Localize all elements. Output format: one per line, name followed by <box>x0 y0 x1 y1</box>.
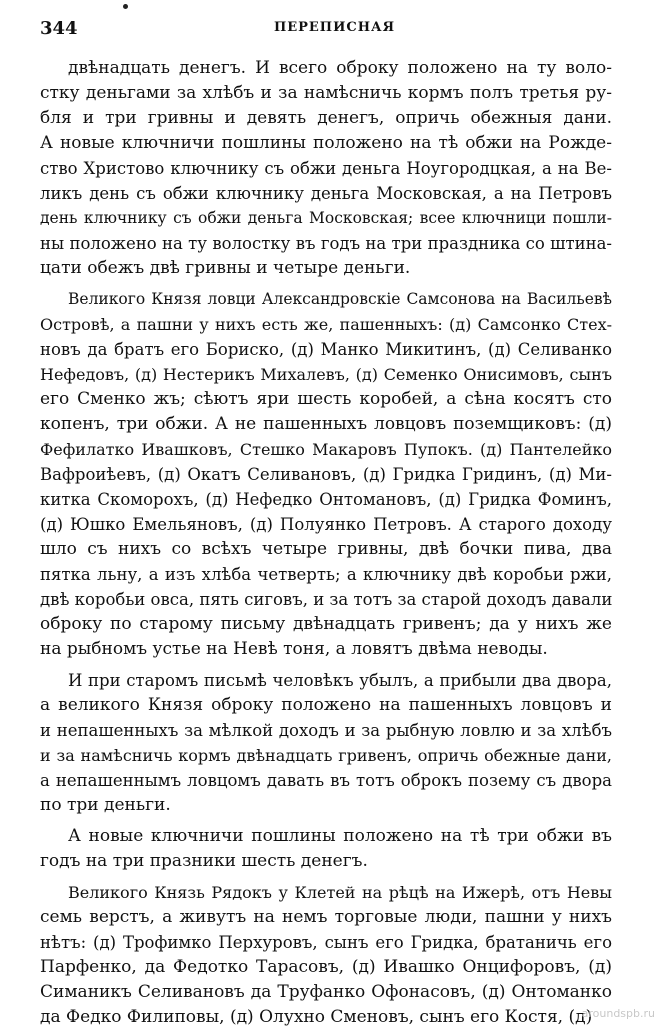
text-line: ликъ день съ обжи ключнику деньга Московская, а на Петровъ <box>40 184 612 203</box>
page-header <box>40 18 629 42</box>
text-line: на рыбномъ устье на Невѣ тоня, а ловятъ двѣма неводы. <box>40 639 548 659</box>
text-line: Островѣ, а пашни у нихъ есть же, пашенныхъ: (д) Самсонко Стех- <box>40 315 612 334</box>
text-line: Вафроиѣевъ, (д) Окатъ Селивановъ, (д) Гридка Гридинъ, (д) Ми- <box>40 465 612 484</box>
text-line: по три деньги. <box>40 795 171 815</box>
text-line: и за намѣсничь кормъ двѣнадцать гривенъ, опричь обежные дани, <box>40 746 612 765</box>
body-text <box>40 56 612 1030</box>
text-line: а великого Князя оброку положено на пашенныхъ ловцовъ и <box>40 695 612 715</box>
text-line: а непашеннымъ ловцомъ давать въ тотъ оброкъ позему съ двора <box>40 771 612 790</box>
ink-spot <box>123 4 128 9</box>
text-line: бля и три гривны и девять денегъ, опричь обежныя дани. <box>40 108 612 128</box>
text-line: семь верстъ, а живутъ на немъ торговые люди, пашни у нихъ <box>40 907 612 927</box>
text-line: Нефедовъ, (д) Нестерикъ Михалевъ, (д) Семенко Онисимовъ, сынъ <box>40 365 612 384</box>
text-line: цати обежъ двѣ гривны и четыре деньги. <box>40 258 411 278</box>
text-line: Парфенко, да Федотко Тарасовъ, (д) Ивашко Онцифоровъ, (д) <box>40 957 612 977</box>
text-line: двѣ коробьи овса, пять сиговъ, и за тотъ за старой доходъ давали <box>40 590 612 609</box>
text-line: Фефилатко Ивашковъ, Стешко Макаровъ Пупокъ. (д) Пантелейко <box>40 440 612 459</box>
text-line: ны положено на ту волостку въ годъ на три праздника со штина- <box>40 234 612 253</box>
text-line: ство Христово ключнику съ обжи деньга Ноугородцкая, а на Ве- <box>40 159 612 178</box>
text-line: И при старомъ письмѣ человѣкъ убылъ, а прибыли два двора, <box>68 671 612 690</box>
text-line: (д) Юшко Емельяновъ, (д) Полуянко Петровъ. А старого доходу <box>40 515 612 534</box>
text-line: стку деньгами за хлѣбъ и за намѣсничь кормъ полъ третья ру- <box>40 83 612 103</box>
paragraph <box>40 824 612 874</box>
text-line: А новые ключничи пошлины положено на тѣ обжи на Рожде- <box>40 133 612 153</box>
paragraph <box>40 287 612 662</box>
text-line: день ключнику съ обжи деньга Московская; всее ключници пошли- <box>40 209 612 227</box>
text-line: Симаникъ Селивановъ да Труфанко Офонасовъ, (д) Онтоманко <box>40 982 612 1002</box>
paragraph <box>40 668 612 818</box>
text-line: да Федко Филиповы, (д) Олухно Сменовъ, сынъ его Костя, (д) <box>40 1007 593 1027</box>
text-line: новъ да братъ его Бориско, (д) Манко Микитинъ, (д) Селиванко <box>40 340 612 359</box>
text-line: А новые ключничи пошлины положено на тѣ три обжи въ <box>68 826 612 846</box>
text-line: оброку по старому письму двѣнадцать гривенъ; да у нихъ же <box>40 614 612 634</box>
paragraph <box>40 56 612 281</box>
text-line: китка Скоморохъ, (д) Нефедко Онтомановъ, (д) Гридка Фоминъ, <box>40 490 612 509</box>
text-line: нѣтъ: (д) Трофимко Перхуровъ, сынъ его Гридка, братаничь его <box>40 933 612 952</box>
text-line: и непашенныхъ за мѣлкой доходъ и за рыбную ловлю и за хлѣбъ <box>40 721 612 740</box>
running-head: ПЕРЕПИСНАЯ <box>273 20 396 35</box>
text-line: двѣнадцать денегъ. И всего оброку положено на ту воло- <box>68 58 612 78</box>
text-line: Великого Князя ловци Александровскіе Самсонова на Васильевѣ <box>68 290 612 308</box>
paragraph <box>40 880 612 1030</box>
text-line: пятка льну, а изъ хлѣба четверть; а ключнику двѣ коробьи ржи, <box>40 565 612 584</box>
text-line: копенъ, три обжи. А не пашенныхъ ловцовъ поземщиковъ: (д) <box>40 414 612 434</box>
watermark: aroundspb.ru <box>581 1007 655 1020</box>
text-line: годъ на три празники шесть денегъ. <box>40 851 368 871</box>
page-number: 344 <box>40 18 78 39</box>
text-line: его Сменко жъ; сѣютъ яри шесть коробей, а сѣна косятъ сто <box>40 389 612 409</box>
text-line: шло съ нихъ со всѣхъ четыре гривны, двѣ бочки пива, два <box>40 539 612 559</box>
text-line: Великого Князь Рядокъ у Клетей на рѣцѣ на Ижерѣ, отъ Невы <box>68 883 612 902</box>
